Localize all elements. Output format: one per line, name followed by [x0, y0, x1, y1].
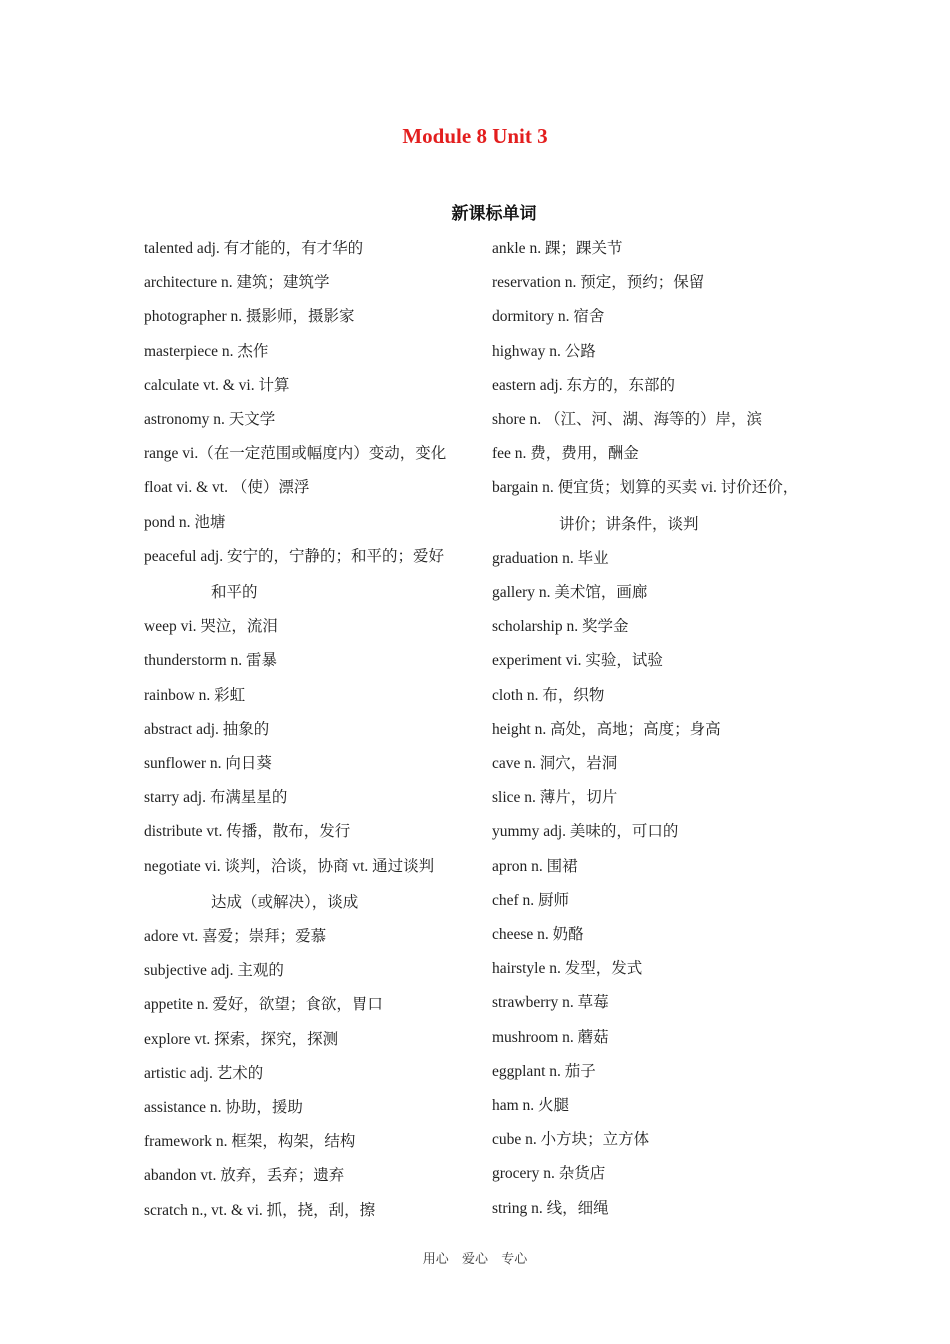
vocabulary-entry: [144, 471, 474, 505]
vocabulary-entry: [144, 644, 474, 678]
vocabulary-entry: [492, 713, 832, 747]
vocabulary-entry-continuation: 达成（或解决），谈成: [211, 893, 359, 911]
vocabulary-entry: [492, 369, 832, 403]
vocabulary-entry: [144, 437, 474, 471]
vocabulary-entry: [144, 1159, 474, 1193]
vocabulary-entry: [492, 1089, 832, 1123]
vocabulary-entry: [144, 1125, 474, 1159]
vocabulary-entry: [492, 952, 832, 986]
vocabulary-entry-text: photographer n. 摄影师，摄影家: [144, 308, 355, 326]
vocabulary-entry-text: eastern adj. 东方的，东部的: [492, 376, 675, 394]
vocabulary-entry-text: cloth n. 布，织物: [492, 686, 605, 704]
vocabulary-entry: [492, 747, 832, 781]
vocabulary-entry-continuation: 讲价；讲条件，谈判: [559, 515, 699, 533]
vocabulary-entry-text: dormitory n. 宿舍: [492, 308, 605, 326]
vocabulary-entry: [492, 1021, 832, 1055]
vocabulary-entry-text: starry adj. 布满星星的: [144, 789, 288, 807]
vocabulary-entry-text: eggplant n. 茄子: [492, 1062, 596, 1080]
vocabulary-entry-text: abstract adj. 抽象的: [144, 720, 270, 738]
vocabulary-entry-text: abandon vt. 放弃，丢弃；遗弃: [144, 1167, 345, 1185]
vocabulary-entry-text: cube n. 小方块；立方体: [492, 1131, 650, 1149]
vocabulary-entry-text: distribute vt. 传播，散布，发行: [144, 823, 351, 841]
vocabulary-column-left: [144, 232, 474, 1228]
vocabulary-entry-text: artistic adj. 艺术的: [144, 1064, 264, 1082]
vocabulary-entry: [144, 1023, 474, 1057]
vocabulary-entry-text: experiment vi. 实验，试验: [492, 652, 663, 670]
vocabulary-entry-text: scholarship n. 奖学金: [492, 618, 629, 636]
vocabulary-entry: [144, 781, 474, 815]
vocabulary-entry-text: weep vi. 哭泣，流泪: [144, 618, 278, 636]
vocabulary-entry-text: fee n. 费，费用，酬金: [492, 445, 639, 463]
vocabulary-entry-text: negotiate vi. 谈判，洽谈，协商 vt. 通过谈判: [144, 857, 435, 875]
vocabulary-entry: [144, 920, 474, 954]
vocabulary-entry-continuation: 和平的: [211, 584, 258, 602]
vocabulary-entry: [492, 266, 832, 300]
vocabulary-entry-text: cheese n. 奶酪: [492, 926, 584, 944]
vocabulary-entry: [492, 300, 832, 334]
vocabulary-entry-text: grocery n. 杂货店: [492, 1165, 606, 1183]
vocabulary-entry: [144, 850, 474, 920]
vocabulary-entry-text: subjective adj. 主观的: [144, 962, 284, 980]
vocabulary-entry: [144, 300, 474, 334]
vocabulary-entry: [144, 988, 474, 1022]
vocabulary-entry-text: string n. 线，细绳: [492, 1199, 609, 1217]
vocabulary-entry-text: slice n. 薄片，切片: [492, 789, 618, 807]
vocabulary-entry: [492, 644, 832, 678]
vocabulary-entry: [144, 540, 474, 610]
vocabulary-entry: [144, 610, 474, 644]
vocabulary-entry: [492, 781, 832, 815]
vocabulary-entry-text: cave n. 洞穴，岩洞: [492, 755, 618, 773]
vocabulary-entry: [144, 1194, 474, 1228]
vocabulary-entry: [492, 403, 832, 437]
vocabulary-entry-text: range vi.（在一定范围或幅度内）变动，变化: [144, 445, 447, 463]
vocabulary-entry-text: rainbow n. 彩虹: [144, 686, 246, 704]
vocabulary-entry-text: masterpiece n. 杰作: [144, 342, 269, 360]
vocabulary-entry-text: reservation n. 预定，预约；保留: [492, 274, 705, 292]
page-footer: 用心 爱心 专心: [422, 1251, 528, 1266]
vocabulary-entry: [492, 471, 832, 541]
vocabulary-entry-text: yummy adj. 美味的，可口的: [492, 823, 679, 841]
vocabulary-entry-text: astronomy n. 天文学: [144, 411, 276, 429]
vocabulary-entry: [144, 815, 474, 849]
vocabulary-entry-text: float vi. & vt. （使）漂浮: [144, 479, 310, 497]
vocabulary-entry: [492, 1055, 832, 1089]
vocabulary-entry-text: talented adj. 有才能的，有才华的: [144, 240, 364, 257]
vocabulary-entry-text: pond n. 池塘: [144, 513, 226, 531]
vocabulary-entry: [144, 335, 474, 369]
vocabulary-entry: [492, 918, 832, 952]
section-heading: 新课标单词: [451, 204, 537, 223]
vocabulary-entry: [144, 954, 474, 988]
vocabulary-entry-text: architecture n. 建筑；建筑学: [144, 274, 330, 292]
vocabulary-entry: [144, 1091, 474, 1125]
vocabulary-entry: [492, 232, 832, 266]
vocabulary-entry-text: framework n. 框架，构架，结构: [144, 1133, 356, 1151]
vocabulary-entry: [492, 850, 832, 884]
vocabulary-entry-text: appetite n. 爱好，欲望；食欲，胃口: [144, 996, 383, 1014]
vocabulary-entry-text: gallery n. 美术馆，画廊: [492, 584, 648, 602]
vocabulary-entry: [492, 884, 832, 918]
vocabulary-entry: [492, 1157, 832, 1191]
vocabulary-entry: [492, 610, 832, 644]
vocabulary-entry: [492, 437, 832, 471]
vocabulary-entry: [144, 747, 474, 781]
vocabulary-entry: [144, 679, 474, 713]
vocabulary-entry-text: mushroom n. 蘑菇: [492, 1028, 609, 1046]
vocabulary-entry: [144, 506, 474, 540]
vocabulary-entry: [492, 542, 832, 576]
vocabulary-entry: [492, 1192, 832, 1226]
vocabulary-entry-text: calculate vt. & vi. 计算: [144, 376, 290, 394]
vocabulary-entry-text: adore vt. 喜爱；崇拜；爱慕: [144, 928, 327, 946]
vocabulary-entry: [144, 713, 474, 747]
vocabulary-entry: [492, 815, 832, 849]
vocabulary-entry: [144, 232, 474, 266]
vocabulary-entry: [144, 369, 474, 403]
vocabulary-entry-text: bargain n. 便宜货；划算的买卖 vi. 讨价还价，: [492, 479, 799, 497]
vocabulary-entry-text: hairstyle n. 发型，发式: [492, 960, 643, 978]
vocabulary-entry-text: ham n. 火腿: [492, 1097, 570, 1115]
vocabulary-entry-text: graduation n. 毕业: [492, 549, 609, 567]
page-title: Module 8 Unit 3: [402, 124, 548, 148]
vocabulary-entry: [144, 1057, 474, 1091]
vocabulary-entry-text: apron n. 围裙: [492, 857, 578, 875]
vocabulary-entry-text: peaceful adj. 安宁的，宁静的；和平的；爱好: [144, 547, 445, 565]
vocabulary-entry-text: sunflower n. 向日葵: [144, 755, 272, 773]
vocabulary-entry: [492, 1123, 832, 1157]
vocabulary-entry-text: height n. 高处，高地；高度；身高: [492, 720, 721, 738]
vocabulary-entry: [492, 335, 832, 369]
vocabulary-entry-text: chef n. 厨师: [492, 891, 570, 909]
vocabulary-entry-text: assistance n. 协助，援助: [144, 1099, 303, 1117]
vocabulary-entry-text: shore n. （江、河、湖、海等的）岸，滨: [492, 411, 762, 429]
vocabulary-entry-text: highway n. 公路: [492, 342, 596, 360]
vocabulary-entry: [492, 986, 832, 1020]
vocabulary-entry: [492, 576, 832, 610]
vocabulary-entry-text: ankle n. 踝；踝关节: [492, 240, 623, 257]
vocabulary-entry: [144, 266, 474, 300]
vocabulary-entry-text: scratch n., vt. & vi. 抓，挠，刮，擦: [144, 1201, 376, 1219]
vocabulary-entry: [492, 679, 832, 713]
vocabulary-entry-text: explore vt. 探索，探究，探测: [144, 1030, 339, 1048]
vocabulary-entry: [144, 403, 474, 437]
vocabulary-entry-text: strawberry n. 草莓: [492, 994, 609, 1012]
vocabulary-entry-text: thunderstorm n. 雷暴: [144, 652, 278, 670]
vocabulary-column-right: [492, 232, 832, 1226]
